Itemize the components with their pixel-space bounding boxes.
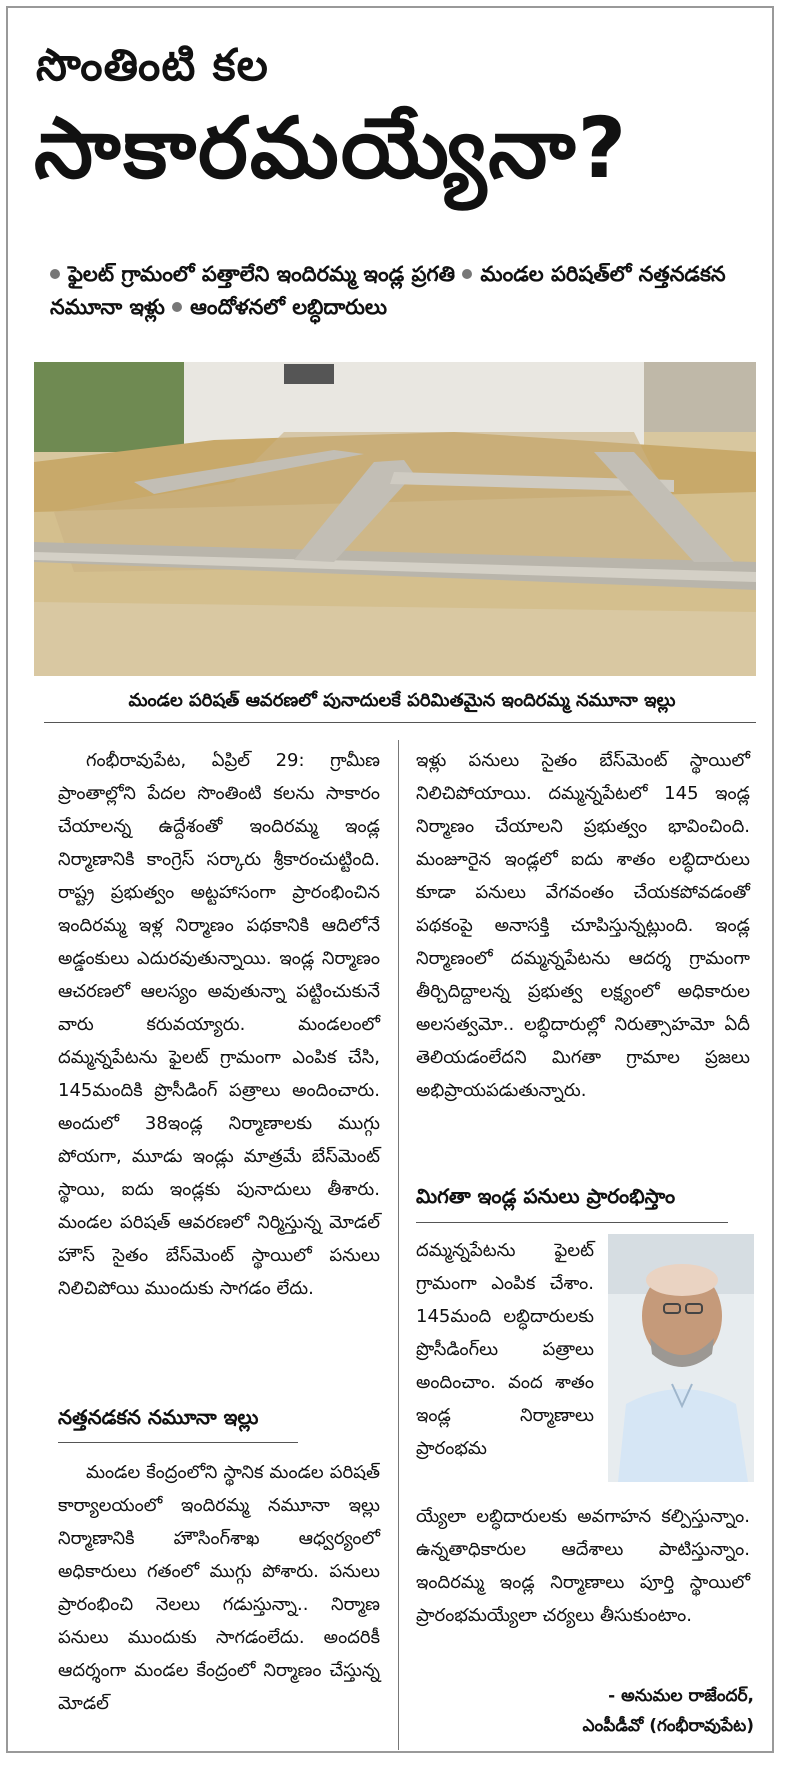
right-column <box>416 744 750 1107</box>
bullet-icon <box>172 302 182 312</box>
signature-name: - అనుమల రాజేందర్, <box>608 1686 754 1706</box>
signature-title: ఎంపీడీవో (గంభీరావుపేట) <box>582 1716 754 1736</box>
column-divider <box>398 740 399 1750</box>
article-paragraph: ఇళ్లు పనులు సైతం బేస్‌మెంట్ స్థాయిలో నిలిచిపోయాయి. దమ్మన్నపేటలో 145 ఇండ్ల నిర్మాణం చేయాలని ప్రభుత్వం భావించింది. మంజూరైన ఇండ్లలో ఐదు శాతం లబ్ధిదారులు కూడా పనులు వేగవంతం చేయకపోవడంతో పథకంపై అనాసక్తి చూపిస్తున్నట్లుంది. ఇండ్ల నిర్మాణంలో దమ్మన్నపేటను ఆదర్శ గ్రామంగా తీర్చిదిద్దాలన్న ప్రభుత్వ లక్ష్యంలో అధికారుల అలసత్వమో.. లబ్ధిదారుల్లో నిరుత్సాహమో ఏదీ తెలియడంలేదని మిగతా గ్రామాల ప్రజలు అభిప్రాయపడుతున్నారు. <box>416 750 750 1101</box>
headline-main: సాకారమయ్యేనా? <box>34 99 629 197</box>
construction-photo <box>34 362 756 676</box>
deck-item-3: ఆందోళనలో లబ్ధిదారులు <box>190 294 388 319</box>
bullet-icon <box>462 269 472 279</box>
deck-item-2: మండల పరిషత్‌లో నత్తనడకన నమూనా ఇళ్లు <box>50 262 726 319</box>
deck <box>50 258 750 323</box>
deck-item-1: ఫైలట్ గ్రామంలో పత్తాలేని ఇందిరమ్మ ఇండ్ల ప్రగతి <box>68 262 456 286</box>
page-frame-top <box>6 6 774 24</box>
bullet-icon <box>50 269 60 279</box>
quote-beside-photo <box>416 1234 594 1465</box>
quote-text: దమ్మన్నపేటను ఫైలట్ గ్రామంగా ఎంపిక చేశాం. 145మంది లబ్ధిదారులకు ప్రొసీడింగ్‌లు పత్రాలు అందించాం. వంద శాతం ఇండ్ల నిర్మాణాలు ప్రారంభమ <box>416 1240 594 1459</box>
page-frame-bottom <box>6 1751 774 1753</box>
page-frame-right <box>772 6 774 1751</box>
left-column-continued <box>58 1456 380 1720</box>
article-paragraph: మండల కేంద్రంలోని స్థానిక మండల పరిషత్ కార్యాలయంలో ఇందిరమ్మ నమూనా ఇల్లు నిర్మాణానికి హౌసింగ్‌శాఖ ఆధ్వర్యంలో అధికారులు గతంలో ముగ్గు పోశారు. పనులు ప్రారంభించి నెలలు గడుస్తున్నా.. నిర్మాణ పనులు ముందుకు సాగడంలేదు. అందరికీ ఆదర్శంగా మండల కేంద్రంలో నిర్మాణం చేస్తున్న మోడల్ <box>58 1462 380 1714</box>
quote-below-photo <box>416 1500 750 1632</box>
left-column <box>58 744 380 1305</box>
quote-text: య్యేలా లబ్ధిదారులకు అవగాహన కల్పిస్తున్నాం. ఉన్నతాధికారుల ఆదేశాలు పాటిస్తున్నాం. ఇందిరమ్మ ఇండ్ల నిర్మాణాలు పూర్తి స్థాయిలో ప్రారంభమయ్యేలా చర్యలు తీసుకుంటాం. <box>416 1506 750 1626</box>
page-frame-left <box>6 6 8 1751</box>
subhead-model-house: నత్తనడకన నమూనా ఇల్లు <box>58 1405 259 1429</box>
photo-caption: మండల పరిషత్ ఆవరణలో పునాదులకే పరిమితమైన ఇందిరమ్మ నమూనా ఇల్లు <box>128 690 676 711</box>
subhead-underline <box>58 1442 298 1443</box>
caption-divider <box>44 722 756 723</box>
subhead-remaining-works: మిగతా ఇండ్ల పనులు ప్రారంభిస్తాం <box>416 1184 676 1208</box>
article-paragraph: గంభీరావుపేట, ఏప్రిల్ 29: గ్రామీణ ప్రాంతాల్లోని పేదల సొంతింటి కలను సాకారం చేయాలన్న ఉద్దేశంతో ఇందిరమ్మ ఇండ్ల నిర్మాణానికి కాంగ్రెస్ సర్కారు శ్రీకారంచుట్టింది. రాష్ట్ర ప్రభుత్వం అట్టహాసంగా ప్రారంభించిన ఇందిరమ్మ ఇళ్ల నిర్మాణం పథకానికి ఆదిలోనే అడ్డంకులు ఎదురవుతున్నాయి. ఇండ్ల నిర్మాణం ఆచరణలో ఆలస్యం అవుతున్నా పట్టించుకునే వారు కరువయ్యారు. మండలంలో దమ్మన్నపేటను ఫైలట్ గ్రామంగా ఎంపిక చేసి, 145మందికి ప్రొసీడింగ్ పత్రాలు అందించారు. అందులో 38ఇండ్ల నిర్మాణాలకు ముగ్గు పోయగా, మూడు ఇండ్లు మాత్రమే బేస్‌మెంట్ స్థాయి, ఐదు ఇండ్లకు పునాదులు తీశారు. మండల పరిషత్ ఆవరణలో నిర్మిస్తున్న మోడల్ హౌస్ సైతం బేస్‌మెంట్ స్థాయిలో పనులు నిలిచిపోయి ముందుకు సాగడం లేదు. <box>58 750 380 1299</box>
headline-kicker: సొంతింటి కల <box>36 40 269 91</box>
official-portrait <box>608 1234 754 1482</box>
subhead-underline <box>416 1222 728 1223</box>
